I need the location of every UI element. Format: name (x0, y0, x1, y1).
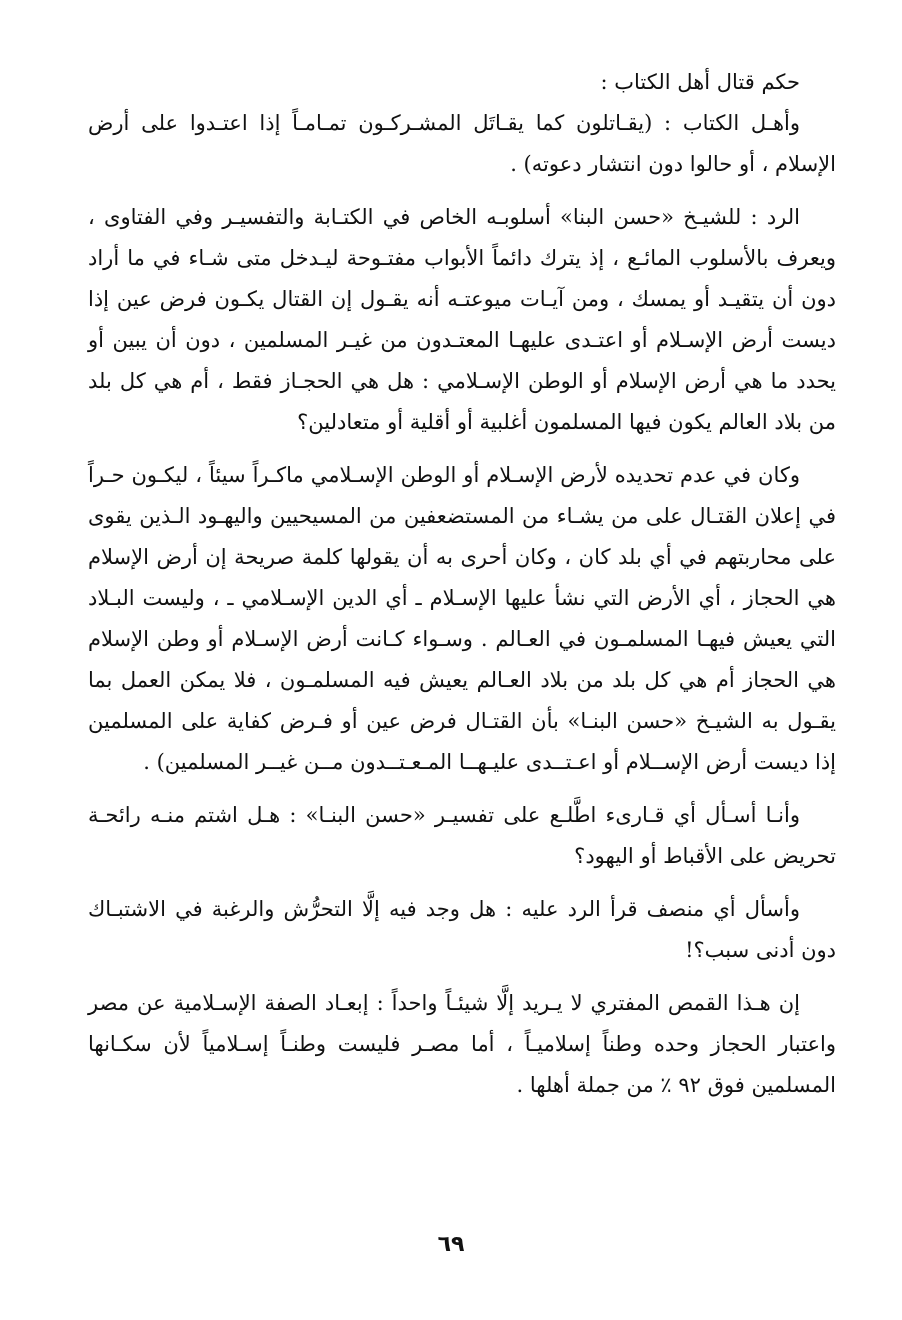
page-number: ٦٩ (437, 1232, 465, 1257)
paragraph-question-fair: وأسأل أي منصف قرأ الرد عليه : هل وجد فيه إلَّا التحرُّش والرغبة في الاشتبـاك دون أدنى سبب؟! (88, 897, 836, 962)
paragraph-analysis: وكان في عدم تحديده لأرض الإسـلام أو الوطن الإسـلامي ماكـراً سيئاً ، ليكـون حـراً في إعلان القتـال على من يشـاء من المستضعفين من المسيحيين واليهـود الـذين يقوى على محاربتهم في أي بلد كان ، وكان أحرى به أن يقولها كلمة صريحة إن أرض الإسلام هي الحجاز ، أي الأرض التي نشأ عليها الإسـلام ـ أي الدين الإسـلامي ـ ، وليست البـلاد التي يعيش فيهـا المسلمـون في العـالم . وسـواء كـانت أرض الإسـلام أو وطن الإسلام هي الحجاز أم هي كل بلد من بلاد العـالم يعيش فيه المسلمـون ، فلا يمكن العمل بما يقـول به الشيـخ «حسن البنـا» بأن القتـال فرض عين أو فـرض كفاية على المسلمين إذا ديست أرض الإســلام أو اعـتــدى عليـهــا المـعـتــدون مــن غيــر المسلمين) . (88, 463, 836, 774)
paragraph-conclusion: إن هـذا القمص المفتري لا يـريد إلَّا شيئـاً واحداً : إبعـاد الصفة الإسـلامية عن مصر واعتبار الحجاز وحده وطناً إسلاميـاً ، أما مصـر فليست وطنـاً إسـلامياً لأن سكـانها المسلمين فوق ٩٢ ٪ من جملة أهلها . (88, 991, 836, 1097)
paragraph-quote: وأهـل الكتاب : (يقـاتلون كما يقـاتَل المشـركـون تمـامـاً إذا اعتـدوا على أرض الإسلام ، أو حالوا دون انتشار دعوته) . (88, 111, 836, 176)
paragraph-question-reader: وأنـا أسـأل أي قـارىء اطَّلـع على تفسيـر «حسن البنـا» : هـل اشتم منـه رائحـة تحريض على الأقباط أو اليهود؟ (88, 803, 836, 868)
section-heading: حكم قتال أهل الكتاب : (600, 70, 800, 94)
page-body (88, 62, 836, 1118)
paragraph-reply: الرد : للشيـخ «حسن البنا» أسلوبـه الخاص في الكتـابة والتفسيـر وفي الفتاوى ، ويعرف بالأسلوب المائـع ، إذ يترك دائماً الأبواب مفتـوحة ليـدخل متى شـاء في ما أراد دون أن يتقيـد أو يمسك ، ومن آيـات ميوعتـه أنه يقـول إن القتال يكـون فرض عين إذا ديست أرض الإسـلام أو اعتـدى عليهـا المعتـدون من غيـر المسلمين ، دون أن يبين أو يحدد ما هي أرض الإسلام أو الوطن الإسـلامي : هل هي الحجـاز فقط ، أم هي كل بلد من بلاد العالم يكون فيها المسلمون أغلبية أو أقلية أو متعادلين؟ (88, 205, 836, 434)
